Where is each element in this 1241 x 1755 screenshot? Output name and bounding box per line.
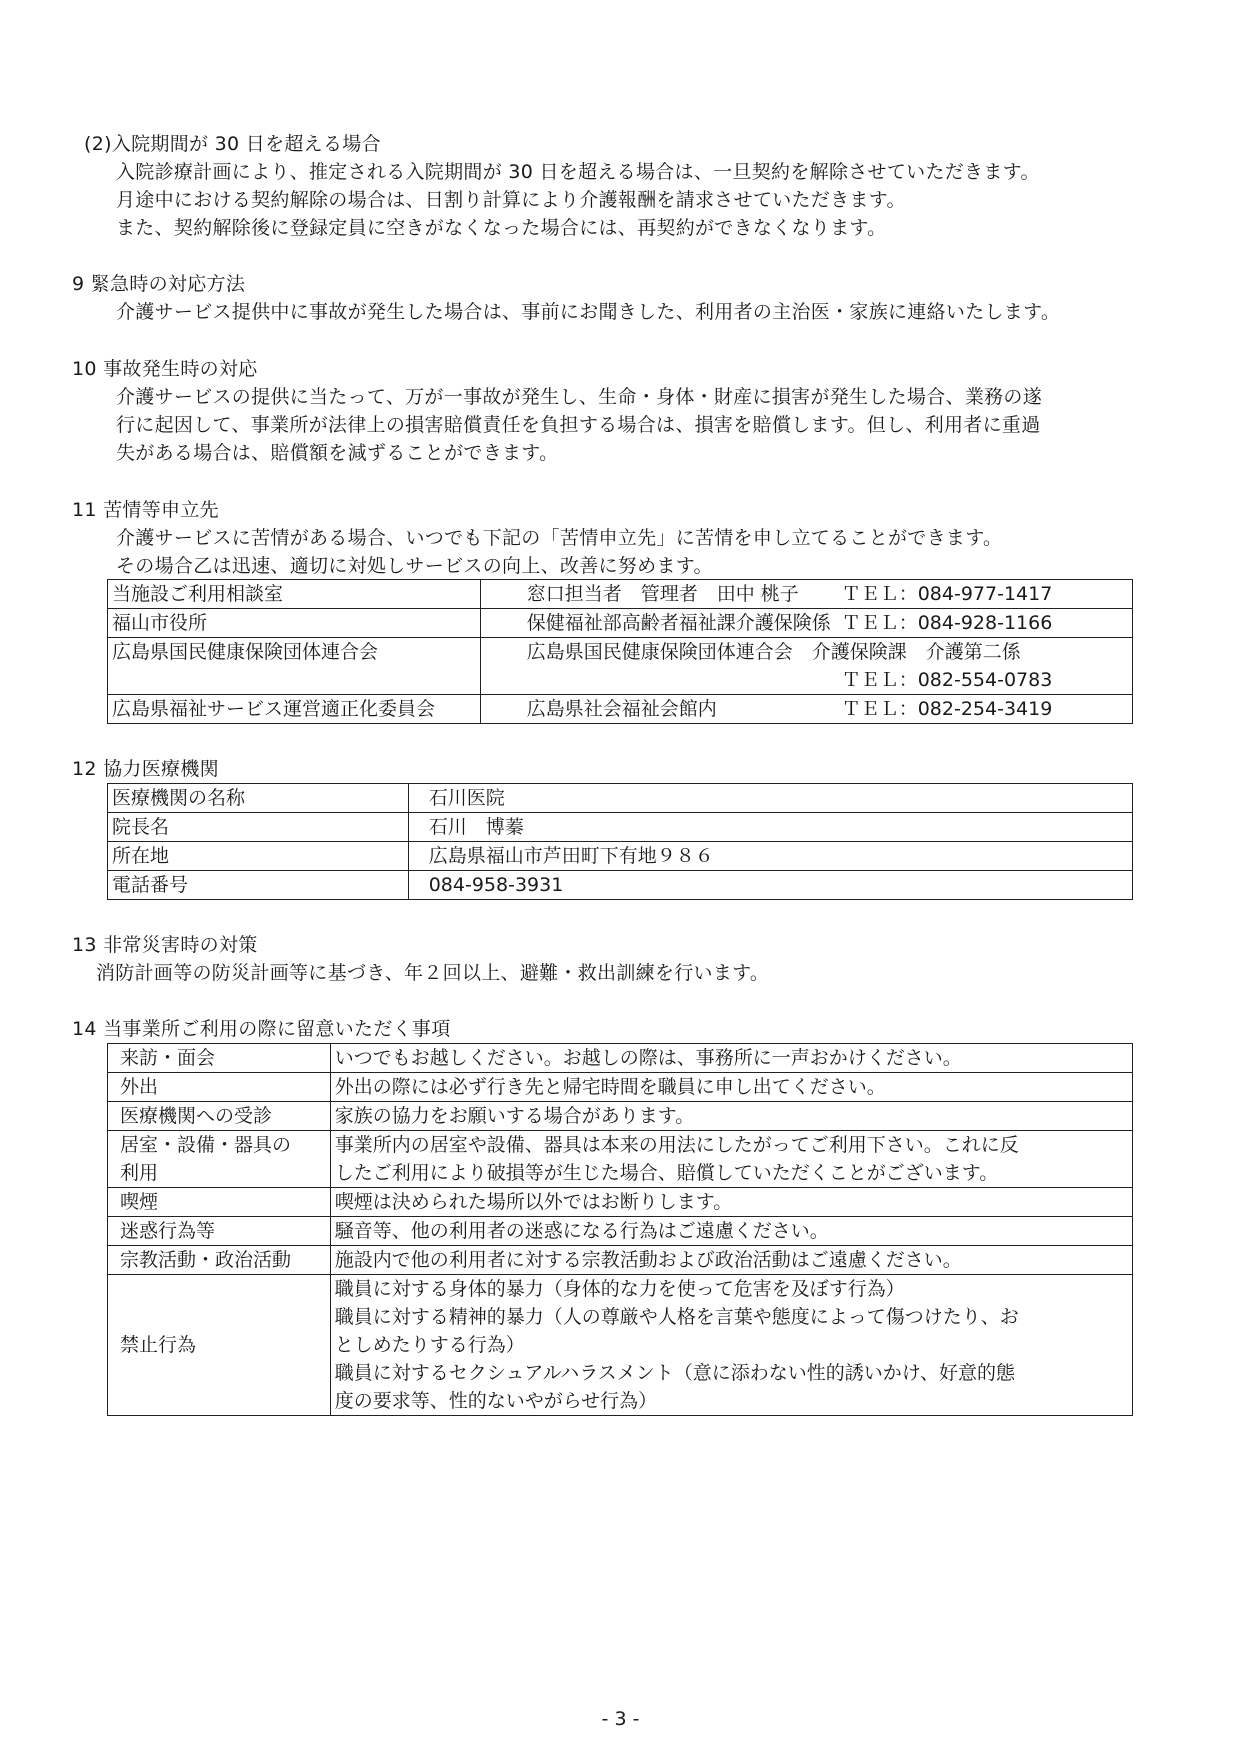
row-label bbox=[108, 1188, 331, 1217]
contact-detail bbox=[480, 695, 1132, 724]
paragraph-line: 失がある場合は、賠償額を減ずることができます。 bbox=[116, 442, 559, 464]
paragraph-line: また、契約解除後に登録定員に空きがなくなった場合には、再契約ができなくなります。 bbox=[116, 217, 887, 239]
section-heading: 13 非常災害時の対策 bbox=[72, 934, 258, 956]
table-row bbox=[108, 1073, 1133, 1102]
row-text bbox=[330, 1073, 1132, 1102]
paragraph-line: 月途中における契約解除の場合は、日割り計算により介護報酬を請求させていただきます。 bbox=[116, 189, 906, 211]
label-line: 禁止行為 bbox=[120, 1334, 197, 1356]
table-row bbox=[108, 784, 1133, 813]
contact-tel: ＴＥＬ：082-554-0783 bbox=[841, 669, 1053, 691]
table-row bbox=[108, 1246, 1133, 1275]
text-line: 施設内で他の利用者に対する宗教活動および政治活動はご遠慮ください。 bbox=[334, 1249, 962, 1271]
row-value: 石川医院 bbox=[408, 784, 1132, 813]
text-line: 家族の協力をお願いする場合があります。 bbox=[334, 1105, 695, 1127]
contact-person: 窓口担当者 管理者 田中 桃子 bbox=[526, 583, 799, 605]
contact-person: 保健福祉部高齢者福祉課介護保険係 bbox=[526, 612, 831, 634]
row-label bbox=[108, 1102, 331, 1131]
label-line: 宗教活動・政治活動 bbox=[120, 1249, 292, 1271]
usage-notes-table bbox=[107, 1043, 1133, 1416]
row-label: 電話番号 bbox=[108, 871, 409, 900]
label-line: 居室・設備・器具の bbox=[120, 1134, 292, 1156]
paragraph-line: 行に起因して、事業所が法律上の損害賠償責任を負担する場合は、損害を賠償します。但し、利用者に重過 bbox=[116, 414, 1041, 436]
row-label bbox=[108, 1044, 331, 1073]
section-heading: 9 緊急時の対応方法 bbox=[72, 273, 246, 295]
page-number: - 3 - bbox=[601, 1708, 640, 1730]
text-line: としめたりする行為） bbox=[334, 1334, 525, 1356]
contact-detail bbox=[480, 638, 1132, 695]
label-line: 迷惑行為等 bbox=[120, 1220, 216, 1242]
label-line: 外出 bbox=[120, 1076, 159, 1098]
table-row bbox=[108, 871, 1133, 900]
table-row bbox=[108, 1188, 1133, 1217]
row-text bbox=[330, 1275, 1132, 1416]
table-row bbox=[108, 1102, 1133, 1131]
medical-institution-table bbox=[107, 783, 1133, 900]
row-label: 医療機関の名称 bbox=[108, 784, 409, 813]
table-row bbox=[108, 1275, 1133, 1416]
row-label: 所在地 bbox=[108, 842, 409, 871]
section-heading: 14 当事業所ご利用の際に留意いただく事項 bbox=[72, 1018, 451, 1040]
complaint-contacts-table bbox=[107, 579, 1133, 724]
contact-name: 広島県国民健康保険団体連合会 bbox=[108, 638, 481, 695]
section-heading: 12 協力医療機関 bbox=[72, 758, 219, 780]
table-row bbox=[108, 695, 1133, 724]
label-line: 医療機関への受診 bbox=[120, 1105, 273, 1127]
contact-detail bbox=[480, 609, 1132, 638]
table-row bbox=[108, 580, 1133, 609]
table-row bbox=[108, 638, 1133, 695]
paragraph-line: その場合乙は迅速、適切に対処しサービスの向上、改善に努めます。 bbox=[116, 555, 713, 577]
section-heading: 11 苦情等申立先 bbox=[72, 499, 219, 521]
row-label bbox=[108, 1131, 331, 1188]
table-row bbox=[108, 1044, 1133, 1073]
row-label bbox=[108, 1275, 331, 1416]
table-row bbox=[108, 609, 1133, 638]
text-line: 喫煙は決められた場所以外ではお断りします。 bbox=[334, 1191, 733, 1213]
text-line: 職員に対する精神的暴力（人の尊厳や人格を言葉や態度によって傷つけたり、お bbox=[334, 1306, 1019, 1328]
paragraph-line: 介護サービスに苦情がある場合、いつでも下記の「苦情申立先」に苦情を申し立てることができます。 bbox=[116, 527, 1003, 549]
text-line: したご利用により破損等が生じた場合、賠償していただくことがございます。 bbox=[334, 1162, 999, 1184]
contact-tel: ＴＥＬ：082-254-3419 bbox=[841, 698, 1053, 720]
table-row bbox=[108, 1131, 1133, 1188]
row-value: 広島県福山市芦田町下有地９８６ bbox=[408, 842, 1132, 871]
contact-person: 広島県社会福祉会館内 bbox=[526, 698, 717, 720]
paragraph-line: 消防計画等の防災計画等に基づき、年２回以上、避難・救出訓練を行います。 bbox=[96, 962, 770, 984]
row-text bbox=[330, 1246, 1132, 1275]
row-text bbox=[330, 1188, 1132, 1217]
contact-detail bbox=[480, 580, 1132, 609]
row-text bbox=[330, 1102, 1132, 1131]
text-line: 騒音等、他の利用者の迷惑になる行為はご遠慮ください。 bbox=[334, 1220, 829, 1242]
text-line: 事業所内の居室や設備、器具は本来の用法にしたがってご利用下さい。これに反 bbox=[334, 1134, 1019, 1156]
row-value: 石川 博蓁 bbox=[408, 813, 1132, 842]
paragraph-line: 介護サービス提供中に事故が発生した場合は、事前にお聞きした、利用者の主治医・家族に連絡いたします。 bbox=[116, 301, 1061, 323]
contact-name: 広島県福祉サービス運営適正化委員会 bbox=[108, 695, 481, 724]
row-label bbox=[108, 1217, 331, 1246]
contact-tel: ＴＥＬ：084-977-1417 bbox=[841, 583, 1053, 605]
text-line: 職員に対するセクシュアルハラスメント（意に添わない性的誘いかけ、好意的態 bbox=[334, 1362, 1015, 1384]
label-line: 利用 bbox=[120, 1162, 159, 1184]
row-text bbox=[330, 1217, 1132, 1246]
section-heading: (2)入院期間が 30 日を超える場合 bbox=[84, 133, 381, 155]
section-heading: 10 事故発生時の対応 bbox=[72, 358, 258, 380]
row-text bbox=[330, 1131, 1132, 1188]
contact-person: 広島県国民健康保険団体連合会 介護保険課 介護第二係 bbox=[526, 641, 1021, 663]
row-label: 院長名 bbox=[108, 813, 409, 842]
label-line: 来訪・面会 bbox=[120, 1047, 216, 1069]
paragraph-line: 介護サービスの提供に当たって、万が一事故が発生し、生命・身体・財産に損害が発生した場合、業務の遂 bbox=[116, 386, 1043, 408]
paragraph-line: 入院診療計画により、推定される入院期間が 30 日を超える場合は、一旦契約を解除させていただきます。 bbox=[116, 161, 1040, 183]
table-row bbox=[108, 1217, 1133, 1246]
contact-tel: ＴＥＬ：084-928-1166 bbox=[841, 612, 1053, 634]
text-line: 度の要求等、性的ないやがらせ行為） bbox=[334, 1390, 658, 1412]
row-text bbox=[330, 1044, 1132, 1073]
row-label bbox=[108, 1073, 331, 1102]
text-line: いつでもお越しください。お越しの際は、事務所に一声おかけください。 bbox=[334, 1047, 962, 1069]
table-row bbox=[108, 813, 1133, 842]
contact-name: 当施設ご利用相談室 bbox=[108, 580, 481, 609]
table-row bbox=[108, 842, 1133, 871]
contact-name: 福山市役所 bbox=[108, 609, 481, 638]
text-line: 外出の際には必ず行き先と帰宅時間を職員に申し出てください。 bbox=[334, 1076, 886, 1098]
row-label bbox=[108, 1246, 331, 1275]
label-line: 喫煙 bbox=[120, 1191, 159, 1213]
text-line: 職員に対する身体的暴力（身体的な力を使って危害を及ぼす行為） bbox=[334, 1278, 905, 1300]
row-value: 084-958-3931 bbox=[408, 871, 1132, 900]
